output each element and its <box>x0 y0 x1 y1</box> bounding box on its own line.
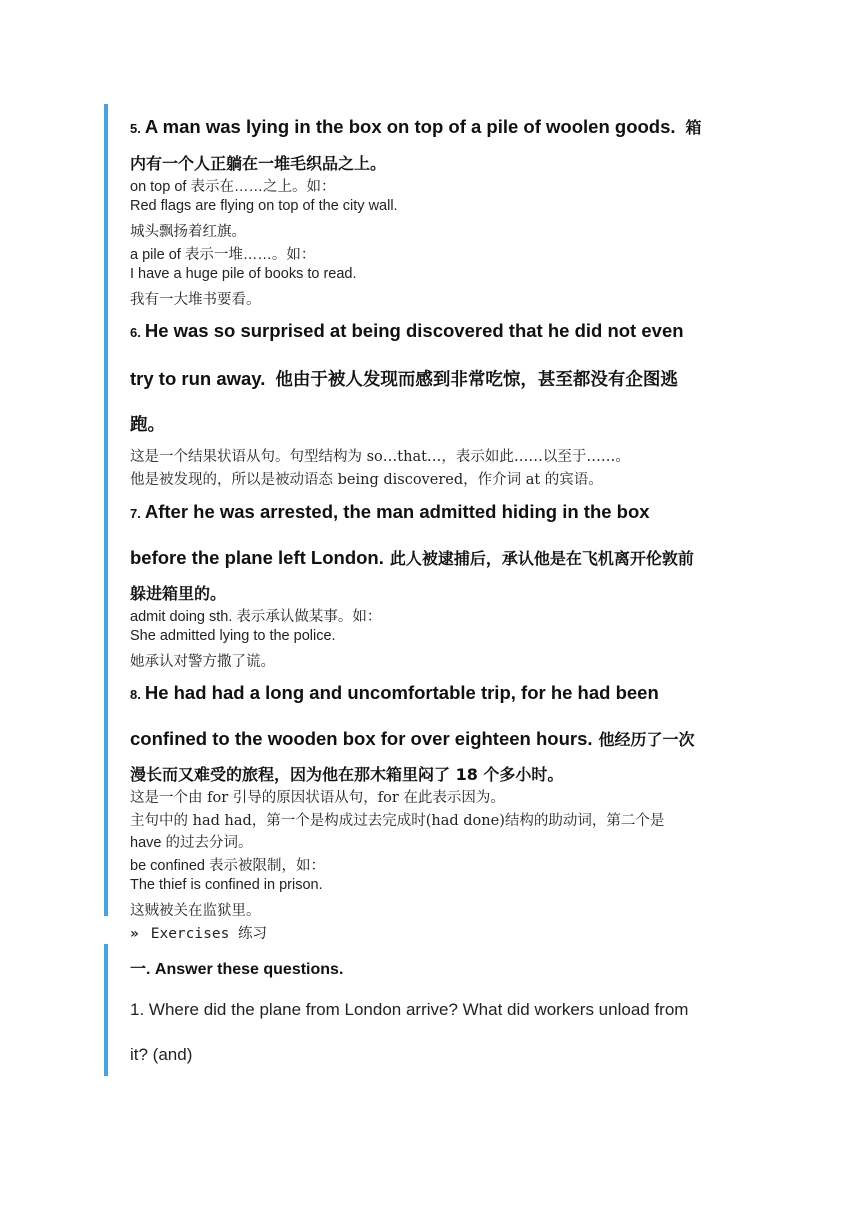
item-english: After he was arrested, the man admitted hiding in the box <box>144 501 650 522</box>
double-chevron-icon: » <box>130 926 139 942</box>
exercises-heading <box>130 922 267 943</box>
item-english: He was so surprised at being discovered that he did not even <box>144 320 684 341</box>
item-8-heading-cont <box>130 727 695 750</box>
item-english: try to run away. <box>130 368 266 389</box>
item-english: confined to the wooden box for over eighteen hours. <box>130 728 593 749</box>
note-line: admit doing sth. 表示承认做某事。如： <box>130 609 382 625</box>
note-line: on top of 表示在……之上。如： <box>130 179 336 195</box>
note-line: The thief is confined in prison. <box>130 877 323 893</box>
item-6-chinese: 跑。 <box>130 415 165 435</box>
item-8-chinese: 漫长而又难受的旅程，因为他在那木箱里闷了 18 个多小时。 <box>130 765 564 784</box>
item-chinese: 此人被逮捕后，承认他是在飞机离开伦敦前 <box>389 549 694 568</box>
accent-bar <box>104 104 108 916</box>
item-7-heading <box>130 501 650 523</box>
accent-bar <box>104 944 108 1076</box>
note-line: 他是被发现的，所以是被动语态 being discovered，作介词 at 的宾语。 <box>130 472 603 488</box>
note-line: be confined 表示被限制，如： <box>130 858 326 874</box>
note-line: She admitted lying to the police. <box>130 628 336 644</box>
item-6-heading <box>130 320 684 342</box>
note-line: 这是一个结果状语从句。句型结构为 so…that…，表示如此……以至于……。 <box>130 449 630 465</box>
item-english: He had had a long and uncomfortable trip, for he had been <box>144 682 659 703</box>
note-line: Red flags are flying on top of the city wall. <box>130 198 398 214</box>
note-line: a pile of 表示一堆……。如： <box>130 247 316 263</box>
question-line: 1. Where did the plane from London arrive? What did workers unload from <box>130 1000 689 1019</box>
item-number: 5. <box>130 121 141 136</box>
item-5-chinese: 内有一个人正躺在一堆毛织品之上。 <box>130 154 387 173</box>
note-line: 主句中的 had had，第一个是构成过去完成时(had done)结构的助动词，第二个是 <box>130 813 665 829</box>
note-line: 她承认对警方撒了谎。 <box>130 654 275 670</box>
item-5-heading <box>130 115 702 138</box>
item-6-heading-cont <box>130 366 678 391</box>
question-line: it? (and) <box>130 1045 193 1064</box>
item-8-heading <box>130 682 659 704</box>
item-number: 6. <box>130 325 141 340</box>
note-line: 我有一大堆书要看。 <box>130 292 261 308</box>
item-7-chinese: 躲进箱里的。 <box>130 584 227 603</box>
item-chinese: 他由于被人发现而感到非常吃惊，甚至都没有企图逃 <box>275 370 678 390</box>
note-line: 这是一个由 for 引导的原因状语从句，for 在此表示因为。 <box>130 790 505 806</box>
item-chinese: 箱 <box>685 118 702 137</box>
note-line: I have a huge pile of books to read. <box>130 266 357 282</box>
note-line: 这贼被关在监狱里。 <box>130 903 261 919</box>
item-english: A man was lying in the box on top of a pile of woolen goods. <box>144 116 676 137</box>
note-line: have 的过去分词。 <box>130 835 253 851</box>
section-title: 一. Answer these questions. <box>130 961 344 978</box>
item-english: before the plane left London. <box>130 547 384 568</box>
note-line: 城头飘扬着红旗。 <box>130 224 246 240</box>
exercises-label: Exercises 练习 <box>150 926 268 942</box>
item-7-heading-cont <box>130 546 694 569</box>
item-number: 7. <box>130 506 141 521</box>
item-chinese: 他经历了一次 <box>598 730 695 749</box>
item-number: 8. <box>130 687 141 702</box>
